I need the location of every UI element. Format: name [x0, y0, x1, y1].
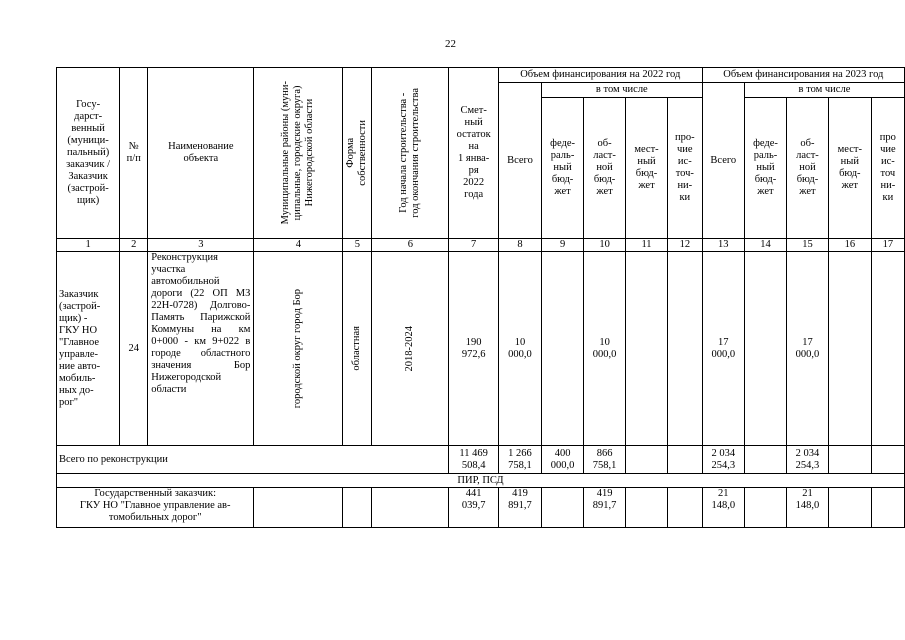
header-regional-2023: об- ласт- ной бюд- жет [787, 98, 829, 239]
header-federal-2023: феде- раль- ный бюд- жет [744, 98, 786, 239]
row-federal-2022 [542, 252, 584, 446]
row-regional-2023: 17 000,0 [787, 252, 829, 446]
header-including-2023: в том числе [744, 83, 904, 98]
row3-regional-2023: 21 148,0 [787, 488, 829, 528]
row3-ownership [343, 488, 372, 528]
row-object-name: Реконструкция участка автомобильной дороги (22 ОП МЗ 22Н-0728) Долгово-Память Парижской Коммуны на км 0+000 - км 9+022 в городе областного значения Бор Нижегородской области [148, 252, 254, 446]
header-ownership-text: Форма собственности [345, 120, 369, 186]
total-total-2022: 1 266 758,1 [498, 446, 541, 474]
header-local-2023: мест- ный бюд- жет [828, 98, 871, 239]
header-fin-2022: Объем финансирования на 2022 год [498, 68, 702, 83]
total-row [57, 446, 905, 474]
header-federal-2022: феде- раль- ный бюд- жет [542, 98, 584, 239]
row-other-2023 [871, 252, 904, 446]
row3-years [372, 488, 449, 528]
col-number: 10 [584, 239, 626, 252]
page-number: 22 [445, 38, 456, 50]
row3-estimate: 441 039,7 [449, 488, 499, 528]
header-other-2022: про- чие ис- точ- ни- ки [668, 98, 703, 239]
header-local-2022: мест- ный бюд- жет [626, 98, 668, 239]
header-estimate: Смет- ный остаток на 1 янва- ря 2022 года [449, 68, 499, 239]
header-object-name: Наименование объекта [148, 68, 254, 239]
row-years-text: 2018-2024 [404, 325, 416, 372]
col-number: 1 [57, 239, 120, 252]
col-number: 5 [343, 239, 372, 252]
col-number: 12 [668, 239, 703, 252]
row3-other-2023 [871, 488, 904, 528]
total-local-2022 [626, 446, 668, 474]
header-fin-2023: Объем финансирования на 2023 год [702, 68, 904, 83]
col-number: 8 [498, 239, 541, 252]
row-customer: Заказчик (застрой- щик) - ГКУ НО "Главное управле- ние авто- мобиль- ных до- рог" [57, 252, 120, 446]
col-number: 3 [148, 239, 254, 252]
col-number: 13 [702, 239, 744, 252]
total-federal-2022: 400 000,0 [542, 446, 584, 474]
row3-regional-2022: 419 891,7 [584, 488, 626, 528]
total-total-2023: 2 034 254,3 [702, 446, 744, 474]
col-number: 11 [626, 239, 668, 252]
row-other-2022 [668, 252, 703, 446]
row-number: 24 [120, 252, 148, 446]
col-number: 14 [744, 239, 786, 252]
col-number: 7 [449, 239, 499, 252]
total-local-2023 [828, 446, 871, 474]
col-number: 9 [542, 239, 584, 252]
col-number: 4 [254, 239, 343, 252]
total-other-2022 [668, 446, 703, 474]
header-regional-2022: об- ласт- ной бюд- жет [584, 98, 626, 239]
header-number: № п/п [120, 68, 148, 239]
row3-local-2022 [626, 488, 668, 528]
row3-total-2022: 419 891,7 [498, 488, 541, 528]
financing-table [56, 67, 905, 528]
total-label: Всего по реконструкции [57, 446, 449, 474]
header-districts [254, 68, 343, 239]
total-federal-2023 [744, 446, 786, 474]
row3-federal-2023 [744, 488, 786, 528]
table-row [57, 252, 905, 446]
col-number: 2 [120, 239, 148, 252]
row3-local-2023 [828, 488, 871, 528]
header-customer: Госу- дарст- венный (муници- пальный) заказчик / Заказчик (застрой- щик) [57, 68, 120, 239]
total-estimate: 11 469 508,4 [449, 446, 499, 474]
col-number: 6 [372, 239, 449, 252]
row-federal-2023 [744, 252, 786, 446]
column-number-row [57, 239, 905, 252]
header-total-2022: Всего [498, 83, 541, 239]
row-regional-2022: 10 000,0 [584, 252, 626, 446]
header-years-text: Год начала строительства - год окончания строительства [398, 88, 422, 218]
header-total-2023: Всего [702, 83, 744, 239]
row-total-2023: 17 000,0 [702, 252, 744, 446]
header-years [372, 68, 449, 239]
row-ownership [343, 252, 372, 446]
header-other-2023: про чие ис- точ ни- ки [871, 98, 904, 239]
row3-total-2023: 21 148,0 [702, 488, 744, 528]
total-other-2023 [871, 446, 904, 474]
row-district [254, 252, 343, 446]
section-row [57, 474, 905, 488]
header-districts-text: Муниципальные районы (муни- ципальные, городские округа) Нижегородской области [280, 81, 316, 225]
col-number: 17 [871, 239, 904, 252]
row-total-2022: 10 000,0 [498, 252, 541, 446]
table-row [57, 488, 905, 528]
row3-other-2022 [668, 488, 703, 528]
row3-federal-2022 [542, 488, 584, 528]
total-regional-2023: 2 034 254,3 [787, 446, 829, 474]
row-district-text: городской округ город Бор [292, 288, 304, 409]
col-number: 15 [787, 239, 829, 252]
row-years [372, 252, 449, 446]
row3-label: Государственный заказчик: ГКУ НО "Главное управление ав- томобильных дорог" [57, 488, 254, 528]
row-estimate: 190 972,6 [449, 252, 499, 446]
total-regional-2022: 866 758,1 [584, 446, 626, 474]
section-title: ПИР, ПСД [57, 474, 905, 488]
row-local-2023 [828, 252, 871, 446]
col-number: 16 [828, 239, 871, 252]
header-ownership [343, 68, 372, 239]
row-ownership-text: областная [351, 326, 363, 371]
header-including-2022: в том числе [542, 83, 703, 98]
row3-district [254, 488, 343, 528]
row-local-2022 [626, 252, 668, 446]
